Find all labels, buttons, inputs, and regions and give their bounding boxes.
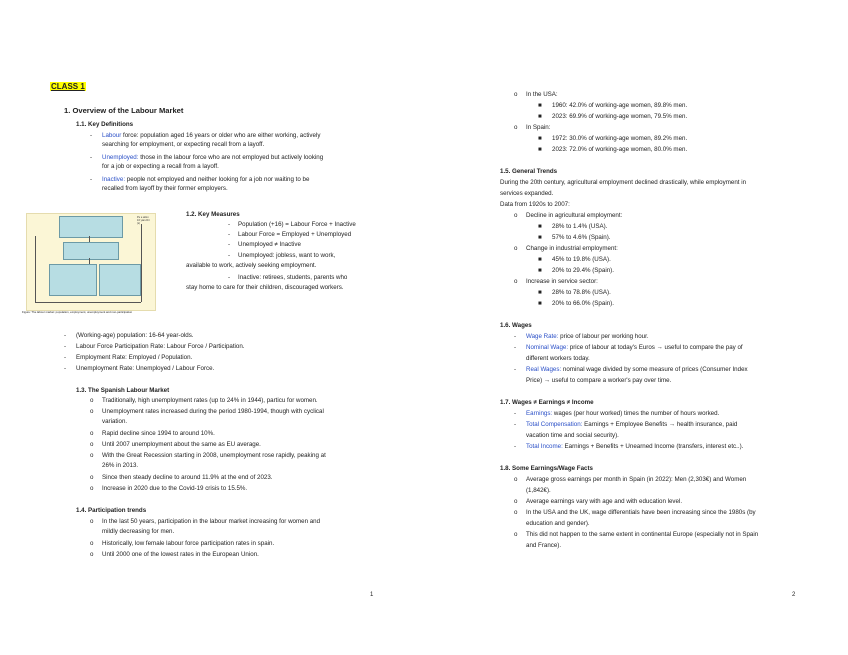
spain-item: 1972: 30.0% of working-age women, 89.2% men. — [552, 135, 688, 142]
section-1-3-title: 1.3. The Spanish Labour Market — [76, 387, 170, 394]
bullet-circle: o — [514, 245, 518, 252]
bullet-circle: o — [90, 452, 94, 459]
def-cont: recalled from layoff by their former employers. — [102, 185, 228, 192]
diagram-box-population — [59, 216, 123, 238]
earn-bullet: - — [514, 443, 517, 450]
section-1-1-title: 1.1. Key Definitions — [76, 121, 134, 128]
ind-item: 20% to 29.4% (Spain). — [552, 267, 614, 274]
rate-bullet: - — [64, 365, 67, 372]
wage-text: nominal wage divided by some measure of prices (Consumer Index — [561, 366, 748, 373]
def-term: Labour — [102, 132, 122, 139]
measure-item: Population (+16) = Labour Force + Inactive — [238, 221, 356, 228]
s13-item: Rapid decline since 1994 to around 10%. — [102, 430, 215, 437]
section-1-4-title: 1.4. Participation trends — [76, 507, 147, 514]
diagram-line — [89, 258, 90, 264]
real-wage-def — [526, 366, 748, 374]
earn-term: Total Income: — [526, 443, 563, 450]
bullet-square: ■ — [538, 113, 542, 120]
def-cont: searching for employment, or expecting recall from a layoff. — [102, 141, 265, 148]
wage-text: price of labour per working hour. — [558, 333, 649, 340]
spain-label: In Spain: — [526, 124, 551, 131]
bullet-circle: o — [514, 91, 518, 98]
bullet-circle: o — [90, 551, 94, 558]
bullet-square: ■ — [538, 289, 542, 296]
section-1-7-title: 1.7. Wages ≠ Earnings ≠ Income — [500, 399, 594, 406]
rate-item: Unemployment Rate: Unemployed / Labour Force. — [76, 365, 215, 372]
section-1-8-title: 1.8. Some Earnings/Wage Facts — [500, 465, 593, 472]
bullet-circle: o — [90, 408, 94, 415]
ind-item: 45% to 19.8% (USA). — [552, 256, 611, 263]
s18-item: Average earnings vary with age and with education level. — [526, 498, 683, 505]
earn-term: Earnings: — [526, 410, 553, 417]
bullet-square: ■ — [538, 135, 542, 142]
bullet-circle: o — [514, 476, 518, 483]
page-2 — [424, 0, 848, 655]
s14-item-cont: mildly decreasing for men. — [102, 528, 175, 535]
measure-unemployed: Unemployed: jobless, want to work, — [238, 252, 336, 259]
bullet-square: ■ — [538, 256, 542, 263]
s14-item: Historically, low female labour force participation rates in spain. — [102, 540, 275, 547]
section-1-title: 1. Overview of the Labour Market — [64, 106, 184, 115]
diagram-line — [89, 236, 90, 242]
trends-data-note: Data from 1920s to 2007: — [500, 201, 570, 208]
measure-bullet: - — [228, 252, 231, 259]
s13-item-cont: 26% in 2013. — [102, 462, 139, 469]
bullet-circle: o — [514, 212, 518, 219]
measure-item: Unemployed ≠ Inactive — [238, 241, 301, 248]
def-term: Inactive: — [102, 176, 126, 183]
real-wage-cont: Price) → useful to compare a worker's pay over time. — [526, 377, 672, 384]
agri-item: 28% to 1.4% (USA). — [552, 223, 608, 230]
section-1-6-title: 1.6. Wages — [500, 322, 532, 329]
def-text: force: population aged 16 years or older who are either working, actively — [121, 132, 321, 139]
measure-inactive-cont: stay home to care for their children, discouraged workers. — [186, 284, 344, 291]
def-inactive — [102, 176, 309, 184]
page-number: 2 — [792, 592, 796, 598]
compensation-def — [526, 421, 737, 429]
compensation-cont: vacation time and social security). — [526, 432, 619, 439]
s13-item-cont: variation. — [102, 418, 128, 425]
usa-label: In the USA: — [526, 91, 558, 98]
s13-item: Increase in 2020 due to the Covid-19 crisis to 15.5%. — [102, 485, 248, 492]
bullet-circle: o — [90, 397, 94, 404]
s18-item: In the USA and the UK, wage differentials have been increasing since the 1980s (by — [526, 509, 756, 516]
def-term: Unemployed: — [102, 154, 139, 161]
earn-bullet: - — [514, 410, 517, 417]
wage-term: Real Wages: — [526, 366, 562, 373]
s14-item: Until 2000 one of the lowest rates in the European Union. — [102, 551, 259, 558]
bullet-circle: o — [90, 430, 94, 437]
def-cont: for a job or expecting a recall from a layoff. — [102, 163, 219, 170]
measure-item: Labour Force = Employed + Unemployed — [238, 231, 352, 238]
wage-bullet: - — [514, 344, 517, 351]
bullet-circle: o — [514, 498, 518, 505]
earnings-def — [526, 410, 719, 418]
rate-bullet: - — [64, 343, 67, 350]
rate-item: (Working-age) population: 16-64 year-olds. — [76, 332, 194, 339]
income-def — [526, 443, 743, 451]
nominal-wage-def — [526, 344, 743, 352]
s18-item-cont: and France). — [526, 542, 562, 549]
diagram-caption: Figure: The labour market: population, employment, unemployment and non-participation — [22, 310, 133, 314]
earn-text: Earnings + Employee Benefits → health insurance, paid — [582, 421, 738, 428]
bullet-circle: o — [514, 531, 518, 538]
serv-item: 20% to 66.0% (Spain). — [552, 300, 614, 307]
bullet-circle: o — [514, 509, 518, 516]
rate-item: Employment Rate: Employed / Population. — [76, 354, 193, 361]
measure-bullet: - — [228, 274, 231, 281]
serv-item: 28% to 78.8% (USA). — [552, 289, 611, 296]
labour-market-diagram — [26, 213, 156, 311]
measure-bullet: - — [228, 221, 231, 228]
def-labour-force — [102, 132, 320, 140]
ind-label: Change in industrial employment: — [526, 245, 618, 252]
def-bullet: - — [90, 176, 93, 183]
usa-item: 2023: 69.9% of working-age women, 79.5% men. — [552, 113, 688, 120]
section-1-5-title: 1.5. General Trends — [500, 168, 558, 175]
diagram-side-note: Pu e atlon 16 ytai cthr (s) — [137, 216, 150, 225]
bullet-square: ■ — [538, 267, 542, 274]
s13-item: Since then steady decline to around 11.9% at the end of 2023. — [102, 474, 273, 481]
bullet-square: ■ — [538, 102, 542, 109]
section-1-2-title: 1.2. Key Measures — [186, 211, 240, 218]
s18-item: This did not happen to the same extent in continental Europe (especially not in Spain — [526, 531, 759, 538]
diagram-box-unemployed — [99, 264, 141, 296]
bullet-square: ■ — [538, 146, 542, 153]
trends-paragraph-cont: services expanded. — [500, 190, 554, 197]
measure-unemployed-cont: available to work, actively seeking employment. — [186, 262, 317, 269]
s13-item: Traditionally, high unemployment rates (up to 24% in 1944), particu for women. — [102, 397, 318, 404]
s18-item-cont: education and gender). — [526, 520, 590, 527]
earn-text: wages (per hour worked) times the number of hours worked. — [552, 410, 720, 417]
earn-bullet: - — [514, 421, 517, 428]
def-unemployed — [102, 154, 323, 162]
s13-item: With the Great Recession starting in 2008, unemployment rose rapidly, peaking at — [102, 452, 326, 459]
bullet-circle: o — [90, 540, 94, 547]
measure-bullet: - — [228, 241, 231, 248]
wage-bullet: - — [514, 333, 517, 340]
def-text: people not employed and neither looking for a job nor waiting to be — [125, 176, 310, 183]
def-bullet: - — [90, 154, 93, 161]
measure-inactive: Inactive: retirees, students, parents who — [238, 274, 348, 281]
rate-bullet: - — [64, 332, 67, 339]
diagram-line — [35, 236, 36, 302]
nominal-wage-cont: different workers today. — [526, 355, 590, 362]
agri-item: 57% to 4.6% (Spain). — [552, 234, 611, 241]
rate-item: Labour Force Participation Rate: Labour Force / Participation. — [76, 343, 245, 350]
agri-label: Decline in agricultural employment: — [526, 212, 623, 219]
trends-paragraph: During the 20th century, agricultural employment declined drastically, while employment in — [500, 179, 747, 186]
class-label: CLASS 1 — [51, 82, 85, 91]
wage-term: Nominal Wage: — [526, 344, 569, 351]
s18-item: Average gross earnings per month in Spain (in 2022): Men (2,303€) and Women — [526, 476, 747, 483]
page-number: 1 — [370, 592, 374, 598]
def-bullet: - — [90, 132, 93, 139]
wage-text: price of labour at today's Euros → useful to compare the pay of — [568, 344, 743, 351]
s14-item: In the last 50 years, participation in the labour market increasing for women and — [102, 518, 321, 525]
bullet-circle: o — [514, 278, 518, 285]
bullet-circle: o — [90, 474, 94, 481]
bullet-circle: o — [90, 485, 94, 492]
bullet-square: ■ — [538, 223, 542, 230]
diagram-box-employed — [49, 264, 97, 296]
serv-label: Increase in service sector: — [526, 278, 598, 285]
bullet-circle: o — [90, 441, 94, 448]
s13-item: Until 2007 unemployment about the same as EU average. — [102, 441, 261, 448]
wage-term: Wage Rate: — [526, 333, 559, 340]
bullet-circle: o — [514, 124, 518, 131]
diagram-box-labour-force — [63, 242, 119, 260]
def-text: those in the labour force who are not employed but actively looking — [138, 154, 324, 161]
wage-rate-def — [526, 333, 649, 341]
earn-term: Total Compensation: — [526, 421, 583, 428]
bullet-square: ■ — [538, 300, 542, 307]
spain-item: 2023: 72.0% of working-age women, 80.0% men. — [552, 146, 688, 153]
bullet-square: ■ — [538, 234, 542, 241]
s18-item-cont: (1,842€). — [526, 487, 551, 494]
diagram-line — [141, 224, 142, 302]
earn-text: Earnings + Benefits + Unearned Income (transfers, interest etc..). — [562, 443, 744, 450]
bullet-circle: o — [90, 518, 94, 525]
measure-bullet: - — [228, 231, 231, 238]
s13-item: Unemployment rates increased during the period 1980-1994, though with cyclical — [102, 408, 324, 415]
diagram-line — [35, 302, 141, 303]
rate-bullet: - — [64, 354, 67, 361]
wage-bullet: - — [514, 366, 517, 373]
usa-item: 1960: 42.0% of working-age women, 89.8% men. — [552, 102, 688, 109]
